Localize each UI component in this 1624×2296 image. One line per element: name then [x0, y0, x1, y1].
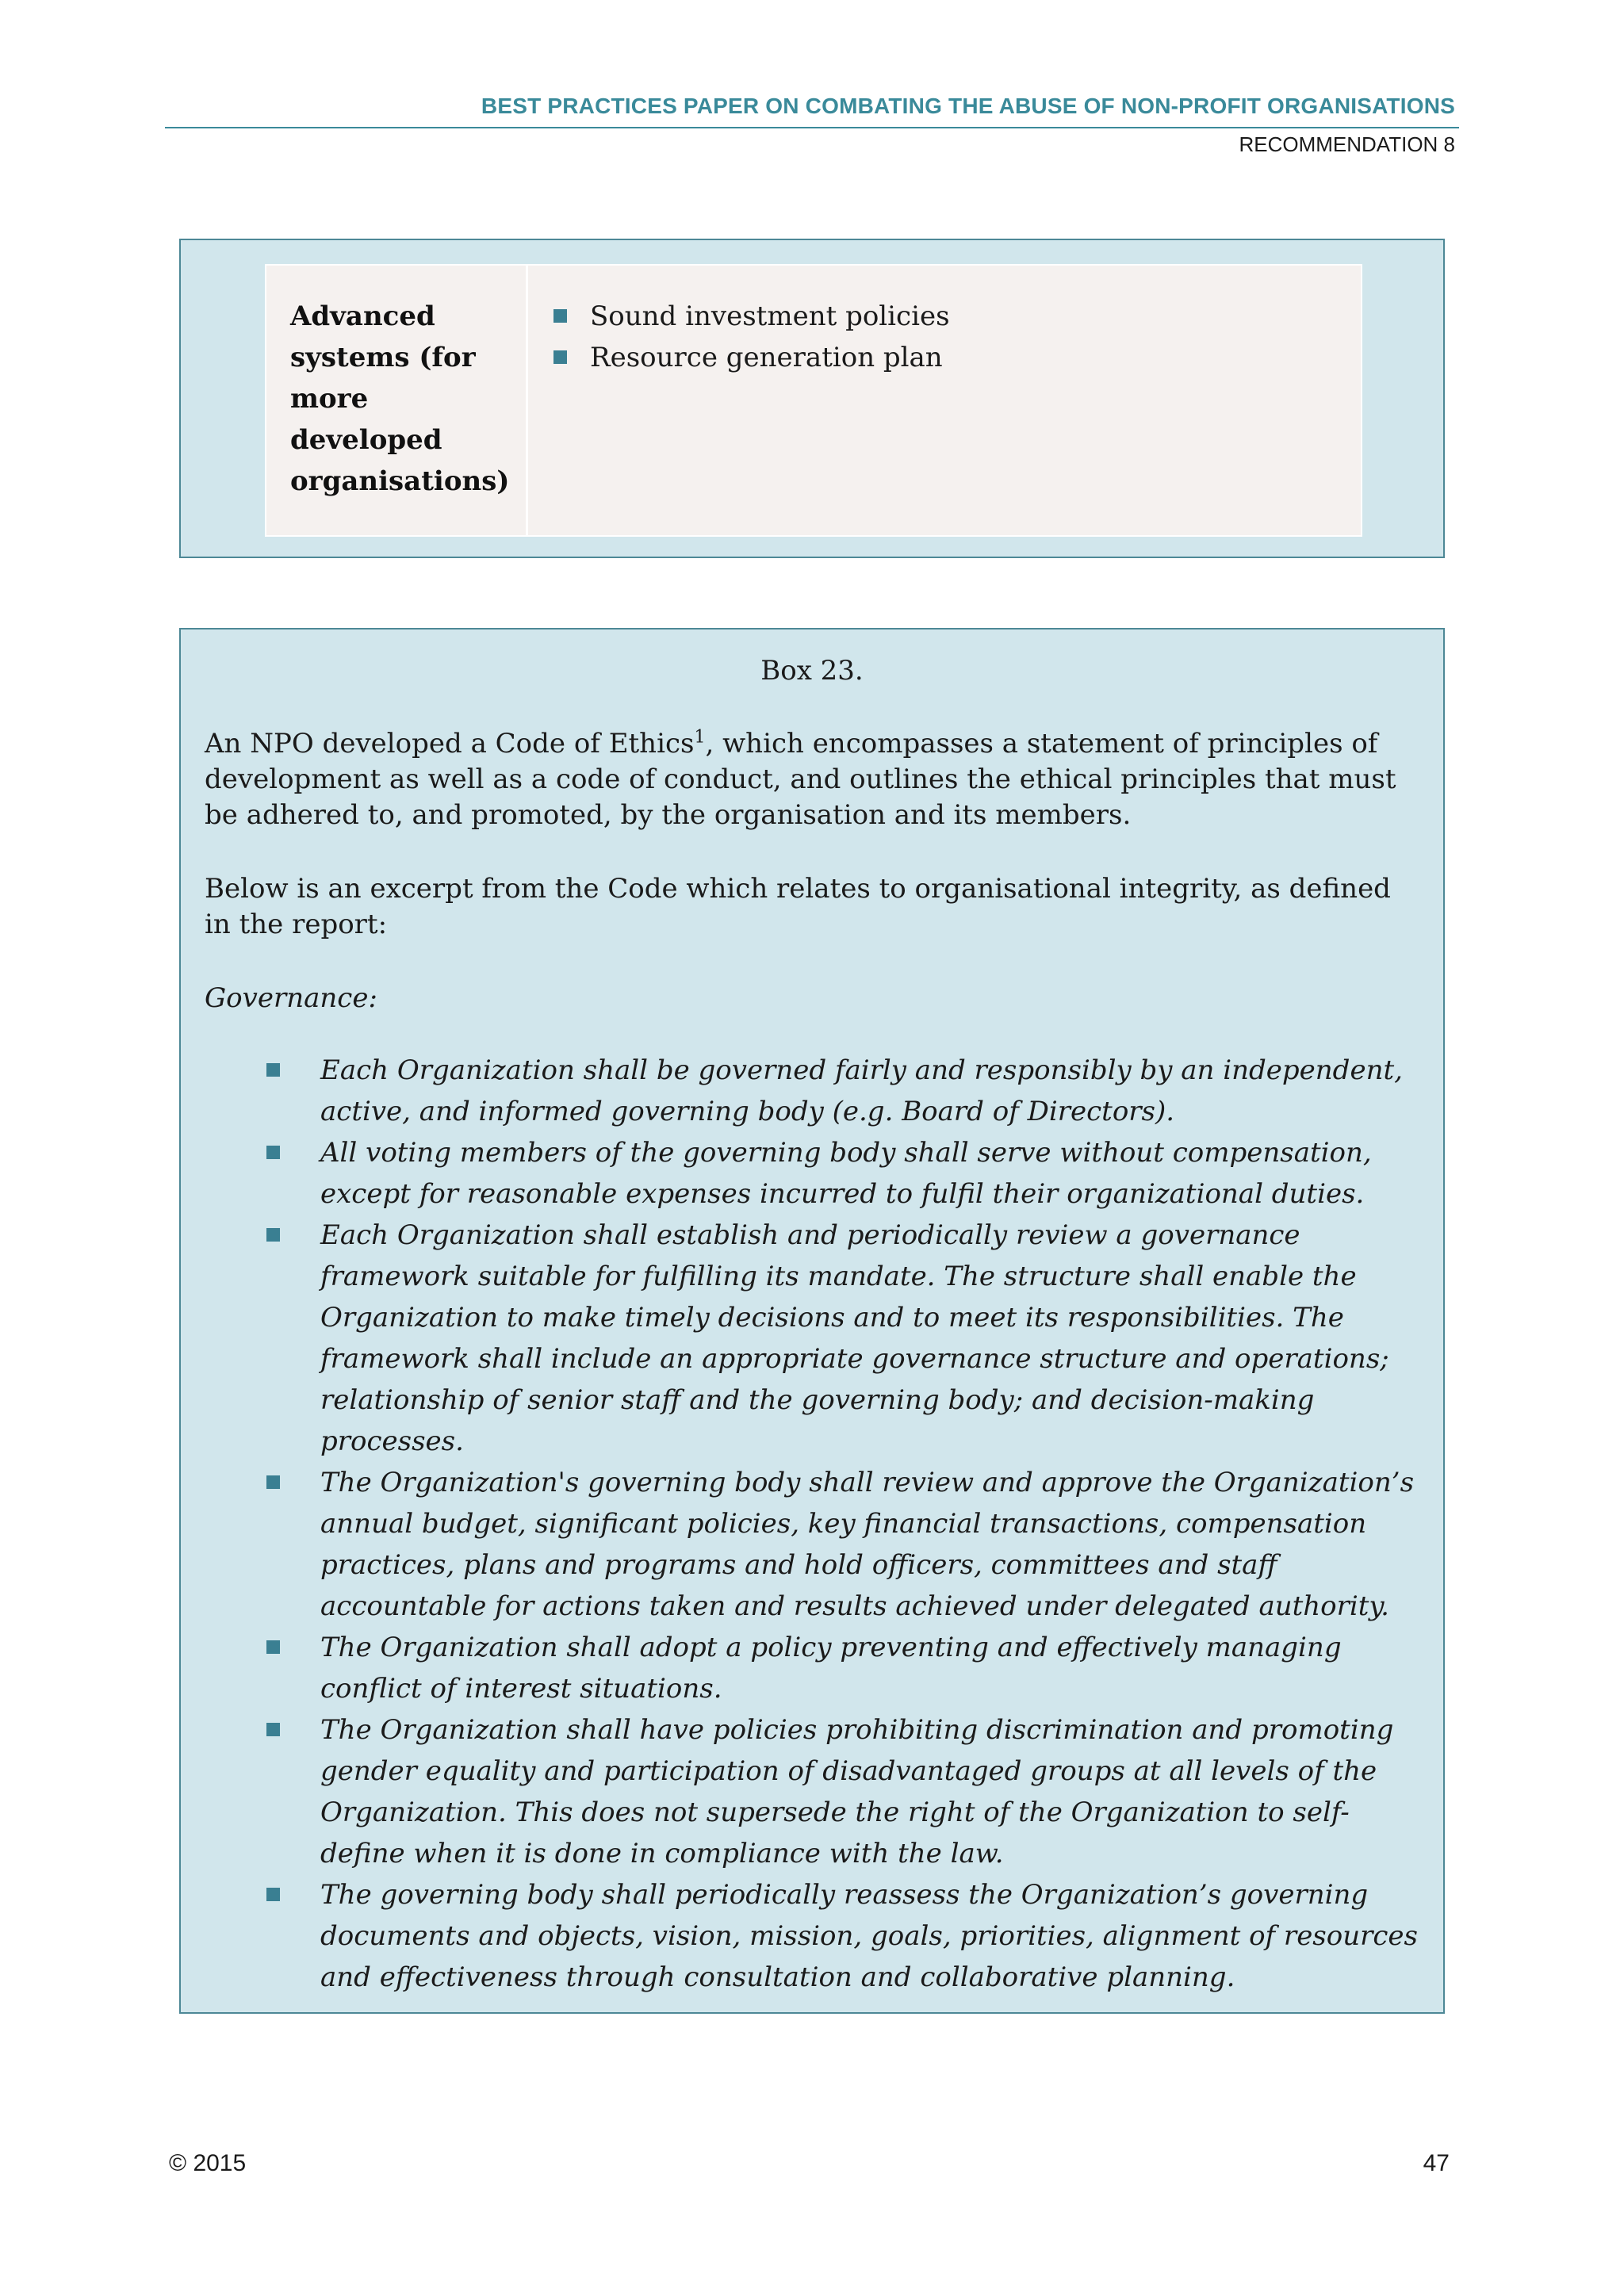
list-item-text: The governing body shall periodically reassess the Organization’s governing documents and objects, vision, mission, goals, priorities, alignment of resources and effectiveness through consultation and collaborative planning.: [320, 1879, 1418, 1993]
square-bullet-icon: [553, 350, 567, 364]
excerpt-paragraph: Below is an excerpt from the Code which relates to organisational integrity, as defined in the report:: [205, 873, 1391, 940]
table-cell-items: [528, 266, 1361, 535]
category-label: Advanced systems (for more developed organisations): [290, 300, 510, 497]
list-item: [553, 337, 1361, 378]
box-title: Box 23.: [760, 655, 864, 687]
intro-text-start: An NPO developed a Code of Ethics: [205, 728, 695, 760]
table-box: [179, 239, 1445, 558]
systems-table: [265, 264, 1362, 537]
list-item: [553, 296, 1361, 337]
governance-heading: Governance:: [205, 982, 377, 1014]
list-item: [205, 1462, 1419, 1627]
list-item: [205, 1874, 1419, 1998]
list-item-text: The Organization's governing body shall review and approve the Organization’s annual budget, significant policies, key financial transactions, compensation practices, plans and programs and hold officers, committees and staff accountable for actions taken and results achieved under delegated authority.: [320, 1467, 1415, 1622]
intro-paragraph: [205, 726, 1419, 833]
page-header-title: BEST PRACTICES PAPER ON COMBATING THE ABUSE OF NON-PROFIT ORGANISATIONS: [481, 94, 1455, 118]
list-item-text: Resource generation plan: [590, 342, 943, 373]
square-bullet-icon: [553, 309, 567, 323]
list-item: [205, 1709, 1419, 1874]
square-bullet-icon: [266, 1475, 280, 1489]
footer-copyright: © 2015: [169, 2150, 247, 2176]
list-item-text: All voting members of the governing body shall serve without compensation, except for reasonable expenses incurred to fulfil their organizational duties.: [320, 1137, 1372, 1210]
list-item-text: Each Organization shall be governed fairly and responsibly by an independent, active, and informed governing body (e.g. Board of Directors).: [320, 1054, 1403, 1127]
list-item-text: The Organization shall adopt a policy preventing and effectively managing conflict of interest situations.: [320, 1632, 1342, 1705]
list-item-text: Sound investment policies: [590, 300, 950, 332]
box-23: [179, 628, 1445, 2014]
page-number: 47: [1423, 2150, 1450, 2176]
square-bullet-icon: [266, 1146, 280, 1159]
header-rule: [165, 127, 1459, 128]
square-bullet-icon: [266, 1228, 280, 1242]
square-bullet-icon: [266, 1888, 280, 1901]
list-item-text: The Organization shall have policies prohibiting discrimination and promoting gender equality and participation of disadvantaged groups at all levels of the Organization. This does not supersede the right of the Organization to self-define when it is done in compliance with the law.: [320, 1714, 1394, 1869]
systems-bullet-list: [553, 296, 1361, 378]
list-item: [205, 1627, 1419, 1709]
list-item-text: Each Organization shall establish and periodically review a governance framework suitable for fulfilling its mandate. The structure shall enable the Organization to make timely decisions and to meet its responsibilities. The framework shall include an appropriate governance structure and operations; relationship of senior staff and the governing body; and decision-making processes.: [320, 1219, 1389, 1457]
footnote-reference[interactable]: 1: [694, 727, 706, 748]
square-bullet-icon: [266, 1723, 280, 1736]
governance-bullet-list: [205, 1050, 1419, 1998]
list-item: [205, 1050, 1419, 1132]
square-bullet-icon: [266, 1063, 280, 1077]
intro-text-end: , which encompasses a statement of principles of development as well as a code of conduct, and outlines the ethical principles that must be adhered to, and promoted, by the organisation and its members.: [205, 728, 1396, 831]
list-item: [205, 1132, 1419, 1215]
page-header-subtitle: RECOMMENDATION 8: [1239, 132, 1455, 156]
list-item: [205, 1215, 1419, 1462]
square-bullet-icon: [266, 1640, 280, 1654]
table-cell-category: [266, 266, 528, 535]
